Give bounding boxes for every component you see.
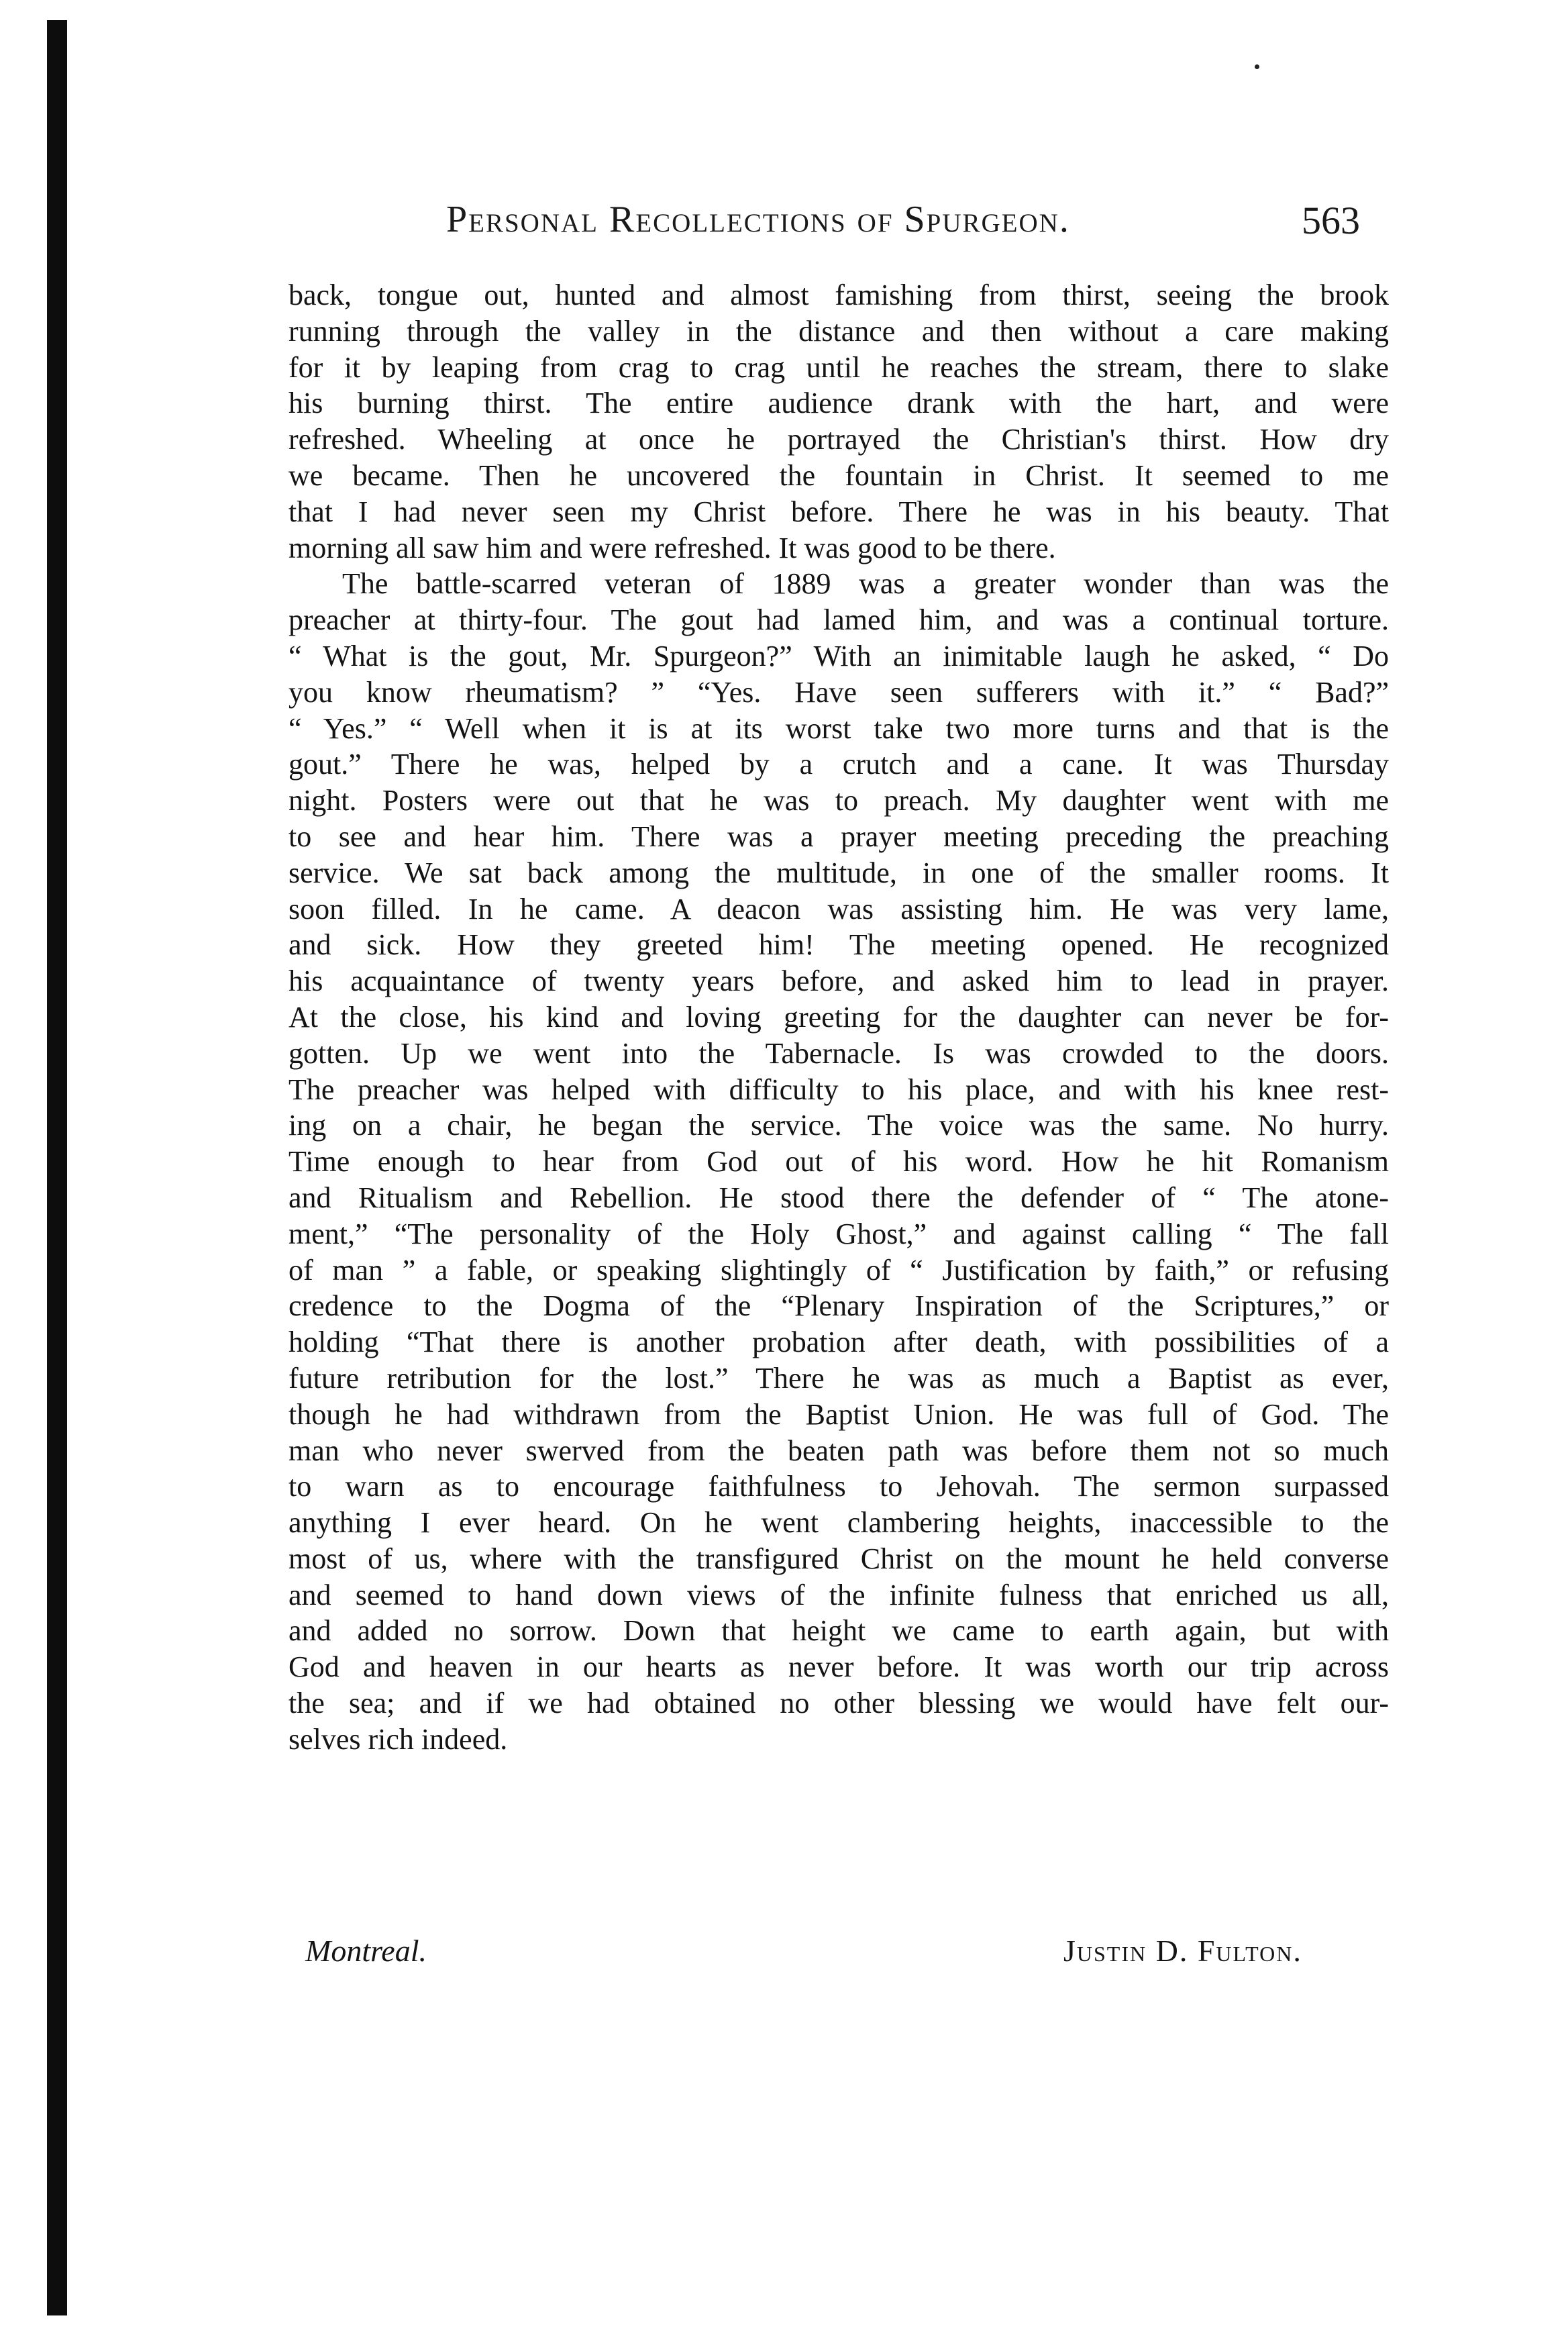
body-line: future retribution for the lost.” There he was as much a Baptist as ever, [289, 1361, 1389, 1395]
body-line: Time enough to hear from God out of his word. How he hit Romanism [289, 1145, 1389, 1179]
body-line: holding “That there is another probation after death, with possibilities of a [289, 1326, 1389, 1359]
dateline-place: Montreal. [305, 1934, 427, 1968]
body-line: “ What is the gout, Mr. Spurgeon?” With an inimitable laugh he asked, “ Do [289, 639, 1389, 672]
body-line: of man ” a fable, or speaking slightingly of “ Justification by faith,” or refusing [289, 1253, 1389, 1287]
body-line: and added no sorrow. Down that height we came to earth again, but with [289, 1614, 1389, 1648]
body-line: and Ritualism and Rebellion. He stood there the defender of “ The atone- [289, 1181, 1389, 1214]
body-line: that I had never seen my Christ before. There he was in his beauty. That [289, 495, 1389, 528]
body-line: and seemed to hand down views of the infinite fulness that enriched us all, [289, 1578, 1389, 1611]
page-number: 563 [1302, 199, 1360, 242]
body-line: back, tongue out, hunted and almost famishing from thirst, seeing the brook [289, 279, 1389, 311]
body-line: soon filled. In he came. A deacon was assisting him. He was very lame, [289, 892, 1389, 926]
body-line: to see and hear him. There was a prayer meeting preceding the preaching [289, 819, 1389, 853]
body-line: we became. Then he uncovered the fountain in Christ. It seemed to me [289, 458, 1389, 492]
body-line: gout.” There he was, helped by a crutch and a cane. It was Thursday [289, 748, 1389, 781]
body-line: selves rich indeed. [289, 1722, 508, 1756]
page-binding-edge [47, 20, 67, 2315]
body-line: and sick. How they greeted him! The meeting opened. He recognized [289, 928, 1389, 962]
body-line: night. Posters were out that he was to preach. My daughter went with me [289, 784, 1389, 817]
body-line: God and heaven in our hearts as never before. It was worth our trip across [289, 1650, 1389, 1684]
body-line: “ Yes.” “ Well when it is at its worst take two more turns and that is the [289, 711, 1389, 745]
body-line: the sea; and if we had obtained no other blessing we would have felt our- [289, 1687, 1389, 1720]
article-body [289, 277, 1389, 1758]
paragraph-start-line: The battle-scarred veteran of 1889 was a greater wonder than was the [342, 567, 1389, 601]
ink-speck [1255, 64, 1259, 69]
body-line: gotten. Up we went into the Tabernacle. Is was crowded to the doors. [289, 1036, 1389, 1070]
body-line: anything I ever heard. On he went clambering heights, inaccessible to the [289, 1506, 1389, 1540]
author-signature: Justin D. Fulton. [1063, 1934, 1302, 1968]
body-line: though he had withdrawn from the Baptist Union. He was full of God. The [289, 1397, 1389, 1431]
body-line: credence to the Dogma of the “Plenary Inspiration of the Scriptures,” or [289, 1289, 1389, 1323]
body-line: to warn as to encourage faithfulness to Jehovah. The sermon surpassed [289, 1470, 1389, 1503]
body-line: preacher at thirty-four. The gout had lamed him, and was a continual torture. [289, 603, 1389, 637]
body-line: man who never swerved from the beaten path was before them not so much [289, 1434, 1389, 1467]
body-line: At the close, his kind and loving greeting for the daughter can never be for- [289, 1000, 1389, 1034]
body-line: his acquaintance of twenty years before, and asked him to lead in prayer. [289, 964, 1389, 998]
body-line: refreshed. Wheeling at once he portrayed the Christian's thirst. How dry [289, 423, 1389, 456]
running-title: Personal Recollections of Spurgeon. [446, 199, 1070, 240]
body-line: most of us, where with the transfigured Christ on the mount he held converse [289, 1542, 1389, 1575]
body-line: you know rheumatism? ” “Yes. Have seen sufferers with it.” “ Bad?” [289, 675, 1389, 709]
body-line: The preacher was helped with difficulty to his place, and with his knee rest- [289, 1073, 1389, 1106]
body-line: running through the valley in the distance and then without a care making [289, 314, 1389, 348]
body-line: ment,” “The personality of the Holy Ghost,” and against calling “ The fall [289, 1217, 1389, 1250]
body-line: morning all saw him and were refreshed. It was good to be there. [289, 531, 1056, 564]
body-line: service. We sat back among the multitude, in one of the smaller rooms. It [289, 856, 1389, 889]
body-line: his burning thirst. The entire audience drank with the hart, and were [289, 387, 1389, 420]
body-line: for it by leaping from crag to crag until he reaches the stream, there to slake [289, 350, 1389, 384]
body-line: ing on a chair, he began the service. The voice was the same. No hurry. [289, 1109, 1389, 1142]
